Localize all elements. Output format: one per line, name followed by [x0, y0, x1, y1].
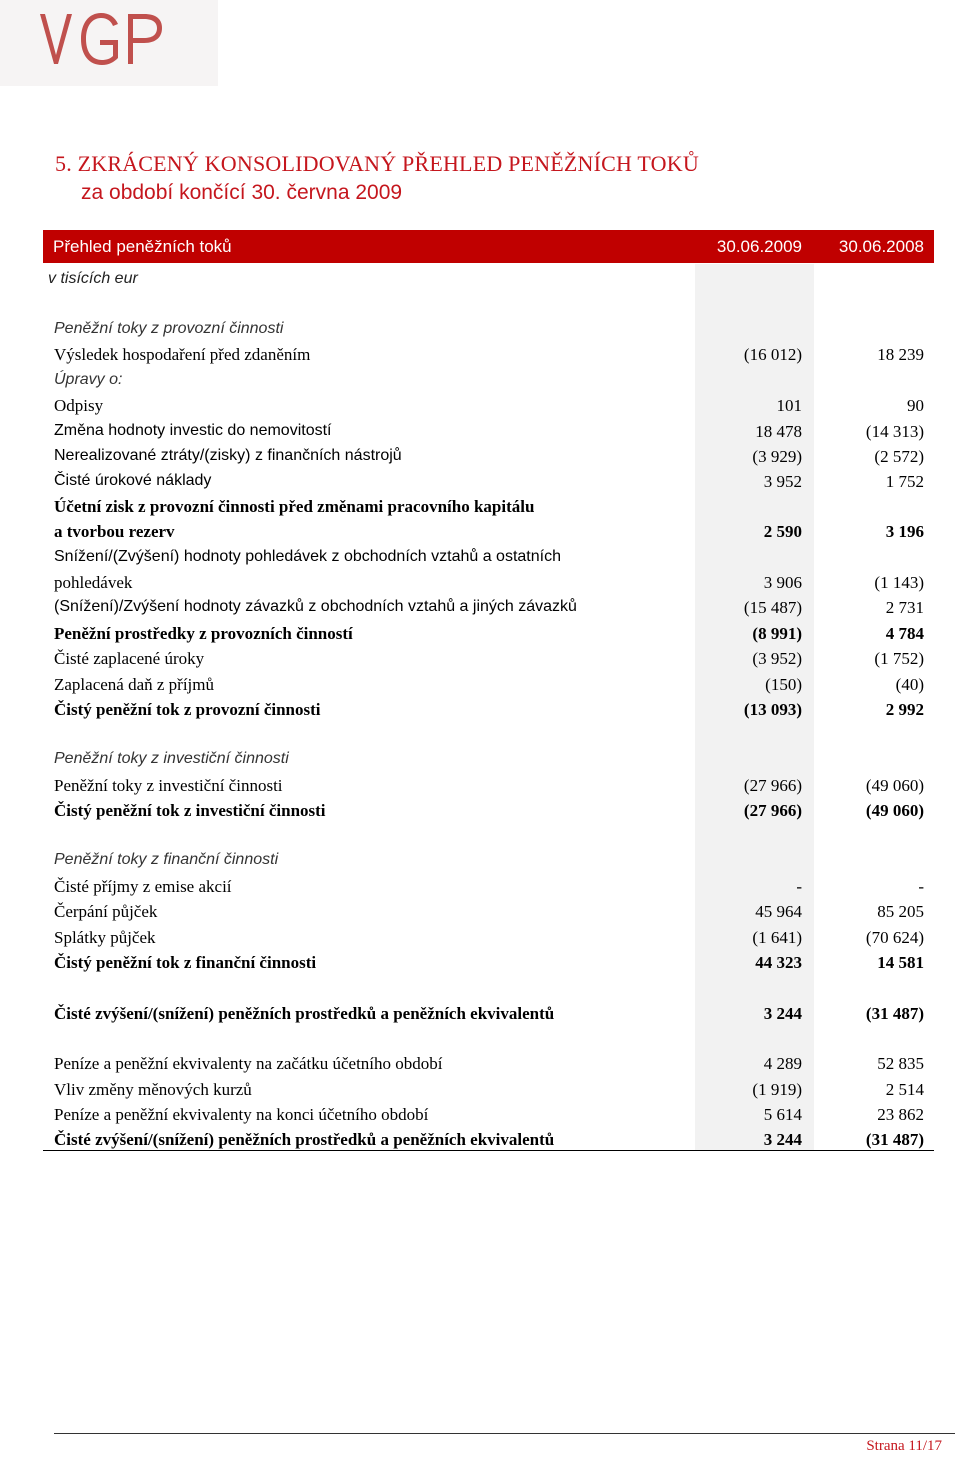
table-row: a tvorbou rezerv 2 590 3 196: [54, 522, 924, 541]
table-row: Peněžní prostředky z provozních činností (8 991) 4 784: [54, 624, 924, 643]
table-row: Nerealizované ztráty/(zisky) z finančních nástrojů (3 929) (2 572): [54, 447, 924, 466]
table-row: Čisté zvýšení/(snížení) peněžních prostředků a peněžních ekvivalentů 3 244 (31 487): [54, 1130, 924, 1149]
section-heading-investing: Peněžní toky z investiční činnosti: [54, 750, 289, 767]
company-logo: [0, 0, 218, 86]
table-row: Výsledek hospodaření před zdaněním (16 012) 18 239: [54, 345, 924, 364]
table-row: Čistý peněžní tok z provozní činnosti (13 093) 2 992: [54, 700, 924, 719]
table-row: pohledávek 3 906 (1 143): [54, 573, 924, 592]
table-row: Čisté úrokové náklady 3 952 1 752: [54, 472, 924, 491]
vgp-logo-icon: [36, 8, 176, 72]
table-row: Čerpání půjček 45 964 85 205: [54, 902, 924, 921]
section-heading-financing: Peněžní toky z finanční činnosti: [54, 851, 279, 868]
table-row: Změna hodnoty investic do nemovitostí 18 478 (14 313): [54, 422, 924, 441]
column-header-2009: 30.06.2009: [716, 237, 802, 256]
table-row: Čisté zaplacené úroky (3 952) (1 752): [54, 649, 924, 668]
table-header: [43, 230, 934, 263]
table-row: Účetní zisk z provozní činnosti před změnami pracovního kapitálu: [54, 497, 535, 516]
table-row: Peníze a peněžní ekvivalenty na konci účetního období 5 614 23 862: [54, 1105, 924, 1124]
column-header-2008: 30.06.2008: [838, 237, 924, 256]
table-row: Čistý peněžní tok z investiční činnosti (27 966) (49 060): [54, 801, 924, 820]
section-subtitle: za období končící 30. června 2009: [81, 181, 403, 204]
table-row: Vliv změny měnových kurzů (1 919) 2 514: [54, 1080, 924, 1099]
table-title: Přehled peněžních toků: [53, 237, 232, 256]
table-bottom-rule: [43, 1150, 934, 1151]
section-heading-operating: Peněžní toky z provozní činnosti: [54, 320, 284, 337]
table-row: Peněžní toky z investiční činnosti (27 966) (49 060): [54, 776, 924, 795]
subheading-adjustments: Úpravy o:: [54, 371, 123, 388]
table-row: Splátky půjček (1 641) (70 624): [54, 928, 924, 947]
table-row: Peníze a peněžní ekvivalenty na začátku účetního období 4 289 52 835: [54, 1054, 924, 1073]
section-title: 5. ZKRÁCENÝ KONSOLIDOVANÝ PŘEHLED PENĚŽNÍCH TOKŮ: [55, 151, 699, 176]
footer-rule: [54, 1433, 955, 1434]
units-note: v tisících eur: [48, 270, 138, 287]
table-row: Čistý peněžní tok z finanční činnosti 44 323 14 581: [54, 953, 924, 972]
table-row: Odpisy 101 90: [54, 396, 924, 415]
table-row: Zaplacená daň z příjmů (150) (40): [54, 675, 924, 694]
table-row: Čisté příjmy z emise akcií - -: [54, 877, 924, 896]
page-number: Strana 11/17: [866, 1438, 942, 1454]
table-row: (Snížení)/Zvýšení hodnoty závazků z obchodních vztahů a jiných závazků (15 487) 2 731: [54, 598, 924, 617]
table-row: Snížení/(Zvýšení) hodnoty pohledávek z obchodních vztahů a ostatních: [54, 548, 561, 565]
table-row: Čisté zvýšení/(snížení) peněžních prostředků a peněžních ekvivalentů 3 244 (31 487): [54, 1004, 924, 1023]
